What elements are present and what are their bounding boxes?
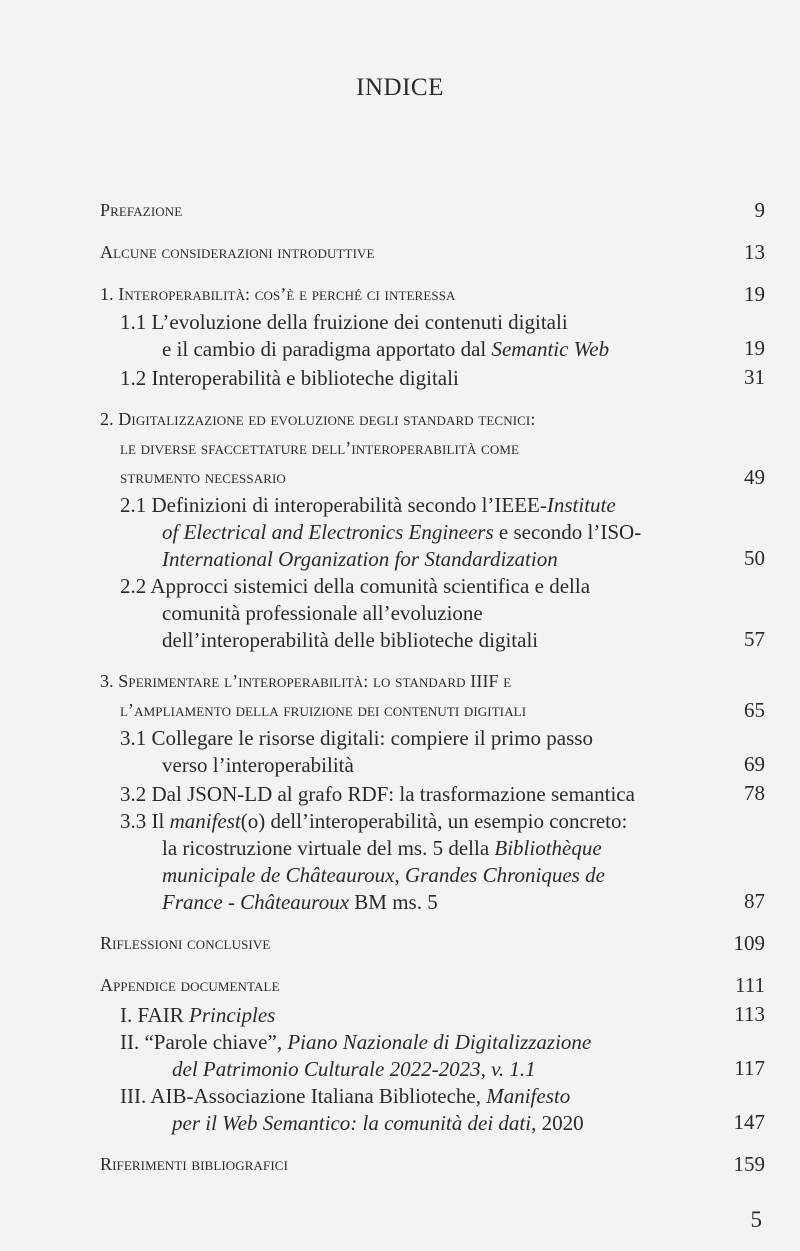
page-title: INDICE	[356, 74, 444, 101]
page-number: 69	[744, 752, 765, 776]
entry-line: del Patrimonio Culturale 2022-2023, v. 1.1	[172, 1057, 536, 1081]
entry-title: Riflessioni conclusive	[100, 933, 271, 953]
page-number: 49	[744, 465, 765, 489]
entry-title: Appendice documentale	[100, 975, 280, 995]
page-number: 50	[744, 546, 765, 570]
page-number: 57	[744, 627, 765, 651]
page-number: 78	[744, 781, 765, 805]
toc-entry-chapter-2	[100, 405, 765, 492]
table-of-contents	[100, 196, 765, 1179]
entry-line: III. AIB-Associazione Italiana Biblioteche, Manifesto	[120, 1084, 571, 1108]
entry-line: strumento necessario	[120, 467, 286, 487]
entry-line: 3. Sperimentare l’interoperabilità: lo standard IIIF e	[100, 671, 512, 691]
entry-line: verso l’interoperabilità	[162, 753, 354, 777]
entry-title: Riferimenti bibliografici	[100, 1154, 288, 1174]
entry-line: I. FAIR Principles	[120, 1003, 276, 1027]
page-number: 9	[754, 198, 765, 222]
toc-entry-chapter-1	[100, 280, 765, 309]
folio-page-number: 5	[750, 1207, 762, 1232]
page-number: 65	[744, 698, 765, 722]
entry-line: 1.2 Interoperabilità e biblioteche digitali	[120, 366, 459, 390]
entry-line: municipale de Châteauroux, Grandes Chroniques de	[162, 863, 605, 887]
entry-line: International Organization for Standardization	[162, 547, 558, 571]
entry-line: le diverse sfaccettature dell’interoperabilità come	[120, 438, 520, 458]
entry-line: comunità professionale all’evoluzione	[162, 601, 483, 625]
page-number: 111	[735, 973, 765, 997]
entry-line: e il cambio di paradigma apportato dal Semantic Web	[162, 337, 610, 361]
page-number: 87	[744, 889, 765, 913]
page-number: 19	[744, 336, 765, 360]
page-number: 147	[733, 1110, 765, 1134]
entry-line: per il Web Semantico: la comunità dei dati, 2020	[172, 1111, 584, 1135]
toc-entry-prefazione	[100, 196, 765, 225]
entry-line: 3.3 Il manifest(o) dell’interoperabilità, un esempio concreto:	[120, 809, 628, 833]
entry-line: la ricostruzione virtuale del ms. 5 della Bibliothèque	[162, 836, 602, 860]
toc-entry-appendix-3	[100, 1083, 765, 1137]
entry-line: France - Châteauroux BM ms. 5	[162, 890, 438, 914]
entry-line: 2. Digitalizzazione ed evoluzione degli standard tecnici:	[100, 409, 536, 429]
entry-line: dell’interoperabilità delle biblioteche digitali	[162, 628, 539, 652]
toc-entry-appendix-2	[100, 1029, 765, 1083]
page-number: 109	[733, 931, 765, 955]
entry-title: Prefazione	[100, 200, 183, 220]
toc-entry-section-1-2	[100, 363, 765, 392]
toc-entry-alcune-considerazioni	[100, 238, 765, 267]
toc-entry-appendix-1	[100, 1000, 765, 1029]
page-number: 19	[744, 282, 765, 306]
toc-entry-section-3-3	[100, 808, 765, 916]
toc-entry-riflessioni	[100, 929, 765, 958]
page-number: 159	[733, 1152, 765, 1176]
entry-line: of Electrical and Electronics Engineers e secondo l’ISO-	[162, 520, 642, 544]
toc-entry-section-3-1	[100, 725, 765, 779]
page-number: 113	[734, 1002, 765, 1026]
toc-entry-section-2-2	[100, 573, 765, 654]
entry-line: 3.2 Dal JSON-LD al grafo RDF: la trasformazione semantica	[120, 782, 635, 806]
toc-entry-chapter-3	[100, 667, 765, 725]
entry-line: l’ampliamento della fruizione dei contenuti digitiali	[120, 700, 527, 720]
entry-title: 1. Interoperabilità: cos’è e perché ci interessa	[100, 284, 456, 304]
toc-entry-section-1-1	[100, 309, 765, 363]
entry-line: 1.1 L’evoluzione della fruizione dei contenuti digitali	[120, 310, 568, 334]
entry-line: 3.1 Collegare le risorse digitali: compiere il primo passo	[120, 726, 593, 750]
toc-entry-section-3-2	[100, 779, 765, 808]
page-number: 31	[744, 365, 765, 389]
page-number: 117	[734, 1056, 765, 1080]
toc-entry-riferimenti	[100, 1150, 765, 1179]
toc-entry-section-2-1	[100, 492, 765, 573]
entry-line: 2.1 Definizioni di interoperabilità secondo l’IEEE-Institute	[120, 493, 616, 517]
entry-title: Alcune considerazioni introduttive	[100, 242, 375, 262]
entry-line: 2.2 Approcci sistemici della comunità scientifica e della	[120, 574, 591, 598]
entry-line: II. “Parole chiave”, Piano Nazionale di Digitalizzazione	[120, 1030, 592, 1054]
toc-entry-appendice	[100, 971, 765, 1000]
page-number: 13	[744, 240, 765, 264]
